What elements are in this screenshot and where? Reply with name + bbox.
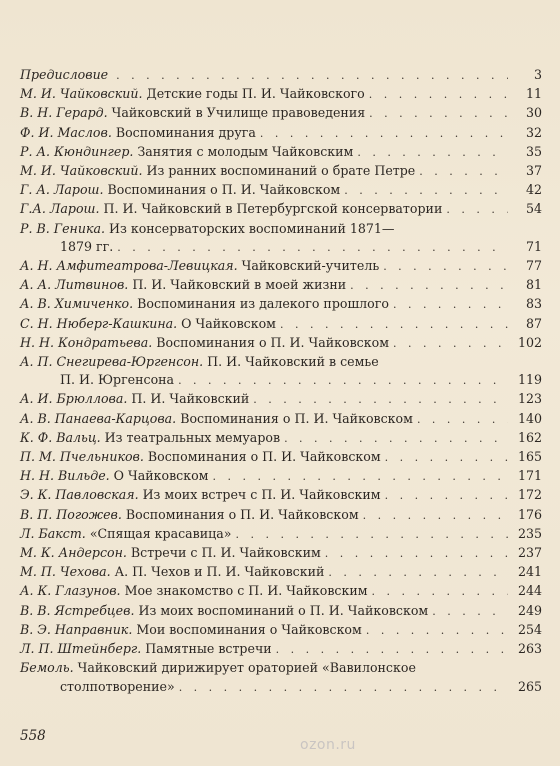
- dot-leader: [328, 564, 508, 582]
- toc-entry: [20, 85, 542, 104]
- toc-entry: [20, 659, 542, 696]
- dot-leader: [383, 258, 508, 276]
- toc-author: Р. А. Кюндингер.: [20, 143, 134, 159]
- toc-title: Из моих воспоминаний о П. И. Чайковском: [138, 602, 429, 618]
- dot-leader: [357, 144, 508, 162]
- toc-entry-continuation-row: [20, 371, 542, 390]
- toc-author: Л. Бакст.: [20, 525, 86, 541]
- toc-entry: [20, 334, 542, 353]
- toc-title: П. И. Чайковский в моей жизни: [132, 277, 347, 293]
- dot-leader: [385, 449, 508, 467]
- toc-entry-continuation-row: [20, 238, 542, 257]
- toc-title: Занятия с молодым Чайковским: [137, 143, 354, 159]
- dot-leader: [178, 372, 508, 390]
- toc-title: Мои воспоминания о Чайковском: [136, 621, 362, 637]
- toc-entry-row: [20, 315, 542, 334]
- toc-entry-row: [20, 200, 542, 219]
- toc-title-continuation: П. И. Юргенсона: [60, 372, 175, 388]
- toc-entry: [20, 143, 542, 162]
- toc-entry-row: [20, 544, 542, 563]
- dot-leader: [260, 125, 508, 143]
- toc-page-number: 265: [517, 678, 542, 694]
- watermark: ozon.ru: [300, 737, 356, 753]
- toc-entry: [20, 640, 542, 659]
- toc-page-number: 165: [517, 449, 542, 465]
- toc-page-number: 42: [525, 182, 542, 198]
- dot-leader: [284, 430, 508, 448]
- toc-entry-row: [20, 506, 542, 525]
- dot-leader: [363, 507, 508, 525]
- toc-title: Памятные встречи: [145, 641, 272, 657]
- dot-leader: [366, 622, 508, 640]
- toc-title: Из ранних воспоминаний о брате Петре: [146, 163, 416, 179]
- toc-entry-row: [20, 143, 542, 162]
- toc-page-number: 77: [525, 258, 542, 274]
- toc-author: В. П. Погожев.: [20, 506, 122, 522]
- toc-author: Бемоль.: [20, 660, 74, 676]
- toc-author: А. П. Снегирева-Юргенсон.: [20, 354, 204, 370]
- dot-leader: [419, 163, 508, 181]
- toc-entry: [20, 525, 542, 544]
- toc-page-number: 11: [525, 86, 542, 102]
- toc-author: В. Н. Герард.: [20, 105, 108, 121]
- toc-author: Г.А. Ларош.: [20, 201, 100, 217]
- toc-entry: [20, 563, 542, 582]
- dot-leader: [235, 526, 508, 544]
- toc-entry-row: [20, 563, 542, 582]
- toc-entry: [20, 200, 542, 219]
- toc-title: Из консерваторских воспоминаний 1871—: [108, 220, 395, 236]
- toc-page-number: 249: [517, 602, 542, 618]
- dot-leader: [253, 391, 508, 409]
- toc-entry-row: [20, 181, 542, 200]
- toc-entry-row: [20, 334, 542, 353]
- toc-entry-row: [20, 353, 542, 371]
- toc-page-number: 172: [517, 487, 542, 503]
- toc-title: Воспоминания о П. И. Чайковском: [180, 410, 413, 426]
- toc-author: А. И. Брюллова.: [20, 391, 128, 407]
- toc-entry-row: [20, 582, 542, 601]
- toc-author: Предисловие: [20, 67, 109, 82]
- dot-leader: [116, 67, 508, 85]
- toc-title: Воспоминания о П. И. Чайковском: [156, 334, 389, 350]
- toc-entry-row: [20, 602, 542, 621]
- toc-page-number: 83: [525, 296, 542, 312]
- toc-entry-row: [20, 525, 542, 544]
- toc-title: О Чайковском: [113, 468, 209, 484]
- toc-entry-row: [20, 66, 542, 85]
- toc-entry-row: [20, 467, 542, 486]
- dot-leader: [385, 487, 508, 505]
- dot-leader: [344, 182, 508, 200]
- toc-author: А. В. Панаева-Карцова.: [20, 410, 177, 426]
- toc-entry-continuation-row: [20, 678, 542, 697]
- toc-title: Чайковский-учитель: [241, 258, 380, 274]
- toc-entry: [20, 582, 542, 601]
- dot-leader: [212, 468, 508, 486]
- dot-leader: [325, 545, 508, 563]
- toc-title-continuation: столпотворение»: [60, 678, 175, 694]
- toc-title: Из моих встреч с П. И. Чайковским: [142, 487, 381, 503]
- dot-leader: [417, 411, 508, 429]
- toc-author: К. Ф. Вальц.: [20, 429, 101, 445]
- toc-page-number: 37: [525, 163, 542, 179]
- toc-entry: [20, 448, 542, 467]
- toc-entry-row: [20, 448, 542, 467]
- toc-title: Чайковский дирижирует ораторией «Вавилонское: [77, 660, 416, 676]
- toc-entry: [20, 220, 542, 257]
- dot-leader: [372, 583, 508, 601]
- toc-entry: [20, 257, 542, 276]
- toc-entry: [20, 602, 542, 621]
- toc-title: Из театральных мемуаров: [104, 429, 281, 445]
- toc-title: Чайковский в Училище правоведения: [111, 105, 366, 121]
- dot-leader: [393, 335, 508, 353]
- toc-title: П. И. Чайковский: [131, 391, 250, 407]
- dot-leader: [369, 105, 508, 123]
- toc-author: М. К. Андерсон.: [20, 545, 127, 561]
- toc-entry: [20, 295, 542, 314]
- toc-entry-row: [20, 162, 542, 181]
- dot-leader: [179, 679, 508, 697]
- toc-page-number: 176: [517, 506, 542, 522]
- toc-author: Н. Н. Вильде.: [20, 468, 110, 484]
- toc-author: Р. В. Геника.: [20, 220, 105, 236]
- toc-author: Л. П. Штейнберг.: [20, 641, 142, 657]
- toc-author: М. И. Чайковский.: [20, 86, 143, 102]
- toc-page-number: 3: [533, 67, 542, 82]
- toc-page-number: 54: [525, 201, 542, 217]
- toc-author: Э. К. Павловская.: [20, 487, 139, 503]
- toc-entry: [20, 486, 542, 505]
- toc-page-number: 235: [517, 525, 542, 541]
- toc-entry-row: [20, 390, 542, 409]
- toc-entry-row: [20, 220, 542, 238]
- toc-title: П. И. Чайковский в семье: [207, 354, 379, 370]
- toc-page-number: 35: [525, 143, 542, 159]
- toc-title: Воспоминания о П. И. Чайковском: [107, 182, 341, 198]
- toc-entry: [20, 390, 542, 409]
- dot-leader: [432, 603, 508, 621]
- toc-entry-row: [20, 621, 542, 640]
- toc-author: Ф. И. Маслов.: [20, 124, 112, 140]
- toc-title: «Спящая красавица»: [89, 525, 232, 541]
- toc-page-number: 119: [517, 372, 542, 388]
- toc-entry-row: [20, 640, 542, 659]
- toc-entry: [20, 315, 542, 334]
- toc-page-number: 241: [517, 564, 542, 580]
- toc-author: А. К. Глазунов.: [20, 583, 121, 599]
- toc-title: Воспоминания о П. И. Чайковском: [147, 449, 381, 465]
- toc-page-number: 244: [517, 583, 542, 599]
- dot-leader: [276, 641, 508, 659]
- toc-entry: [20, 162, 542, 181]
- toc-page-number: 87: [525, 315, 542, 331]
- toc-entry: [20, 276, 542, 295]
- toc-entry-row: [20, 295, 542, 314]
- dot-leader: [280, 316, 508, 334]
- toc-page-number: 30: [525, 105, 542, 121]
- toc-title: Воспоминания друга: [115, 124, 256, 140]
- toc-page-number: 71: [525, 238, 542, 254]
- toc-entry: [20, 124, 542, 143]
- toc-entry-row: [20, 659, 542, 677]
- toc-entry-row: [20, 429, 542, 448]
- toc-page-number: 81: [525, 277, 542, 293]
- toc-entry: [20, 66, 542, 85]
- toc-author: А. А. Литвинов.: [20, 277, 129, 293]
- toc-author: М. П. Чехова.: [20, 564, 111, 580]
- dot-leader: [117, 239, 508, 257]
- toc-title: Детские годы П. И. Чайковского: [146, 86, 365, 102]
- toc-author: С. Н. Нюберг-Кашкина.: [20, 315, 178, 331]
- toc-entry-row: [20, 410, 542, 429]
- toc-entry: [20, 544, 542, 563]
- toc-entry: [20, 181, 542, 200]
- toc-entry: [20, 353, 542, 390]
- toc-author: М. И. Чайковский.: [20, 163, 143, 179]
- toc-title: Воспоминания из далекого прошлого: [137, 296, 389, 312]
- toc-entry-row: [20, 85, 542, 104]
- dot-leader: [446, 201, 508, 219]
- toc-page-number: 237: [517, 545, 542, 561]
- toc-entry: [20, 429, 542, 448]
- toc-entry: [20, 467, 542, 486]
- toc-title: Встречи с П. И. Чайковским: [130, 545, 321, 561]
- dot-leader: [393, 296, 508, 314]
- toc-page-number: 254: [517, 621, 542, 637]
- dot-leader: [350, 277, 508, 295]
- toc-title: А. П. Чехов и П. И. Чайковский: [114, 564, 325, 580]
- toc-entry: [20, 506, 542, 525]
- toc-entry: [20, 104, 542, 123]
- toc-entry-row: [20, 124, 542, 143]
- dot-leader: [369, 86, 508, 104]
- toc-entry-row: [20, 104, 542, 123]
- toc-entry-row: [20, 257, 542, 276]
- toc-title-continuation: 1879 гг.: [60, 238, 114, 254]
- toc-title: Мое знакомство с П. И. Чайковским: [124, 583, 368, 599]
- toc-page-number: 140: [517, 410, 542, 426]
- toc-title: О Чайковском: [181, 315, 276, 331]
- toc-entry: [20, 410, 542, 429]
- toc-author: Н. Н. Кондратьева.: [20, 334, 153, 350]
- toc-entry: [20, 621, 542, 640]
- toc-page-number: 123: [517, 391, 542, 407]
- toc-author: Г. А. Ларош.: [20, 182, 104, 198]
- page-number: 558: [20, 728, 46, 744]
- toc-author: А. Н. Амфитеатрова-Левицкая.: [20, 258, 238, 274]
- toc-author: А. В. Химиченко.: [20, 296, 134, 312]
- toc-title: Воспоминания о П. И. Чайковском: [125, 506, 359, 522]
- toc-page-number: 32: [525, 124, 542, 140]
- toc-page-number: 263: [517, 641, 542, 657]
- toc-entry-row: [20, 486, 542, 505]
- toc-page-number: 171: [517, 468, 542, 484]
- toc-page-number: 162: [517, 429, 542, 445]
- toc-title: П. И. Чайковский в Петербургской консерватории: [103, 201, 443, 217]
- toc-author: В. В. Ястребцев.: [20, 602, 135, 618]
- toc-author: В. Э. Направник.: [20, 621, 133, 637]
- toc-entry-row: [20, 276, 542, 295]
- toc-author: П. М. Пчельников.: [20, 449, 144, 465]
- toc-page-number: 102: [517, 334, 542, 350]
- table-of-contents: [20, 66, 542, 697]
